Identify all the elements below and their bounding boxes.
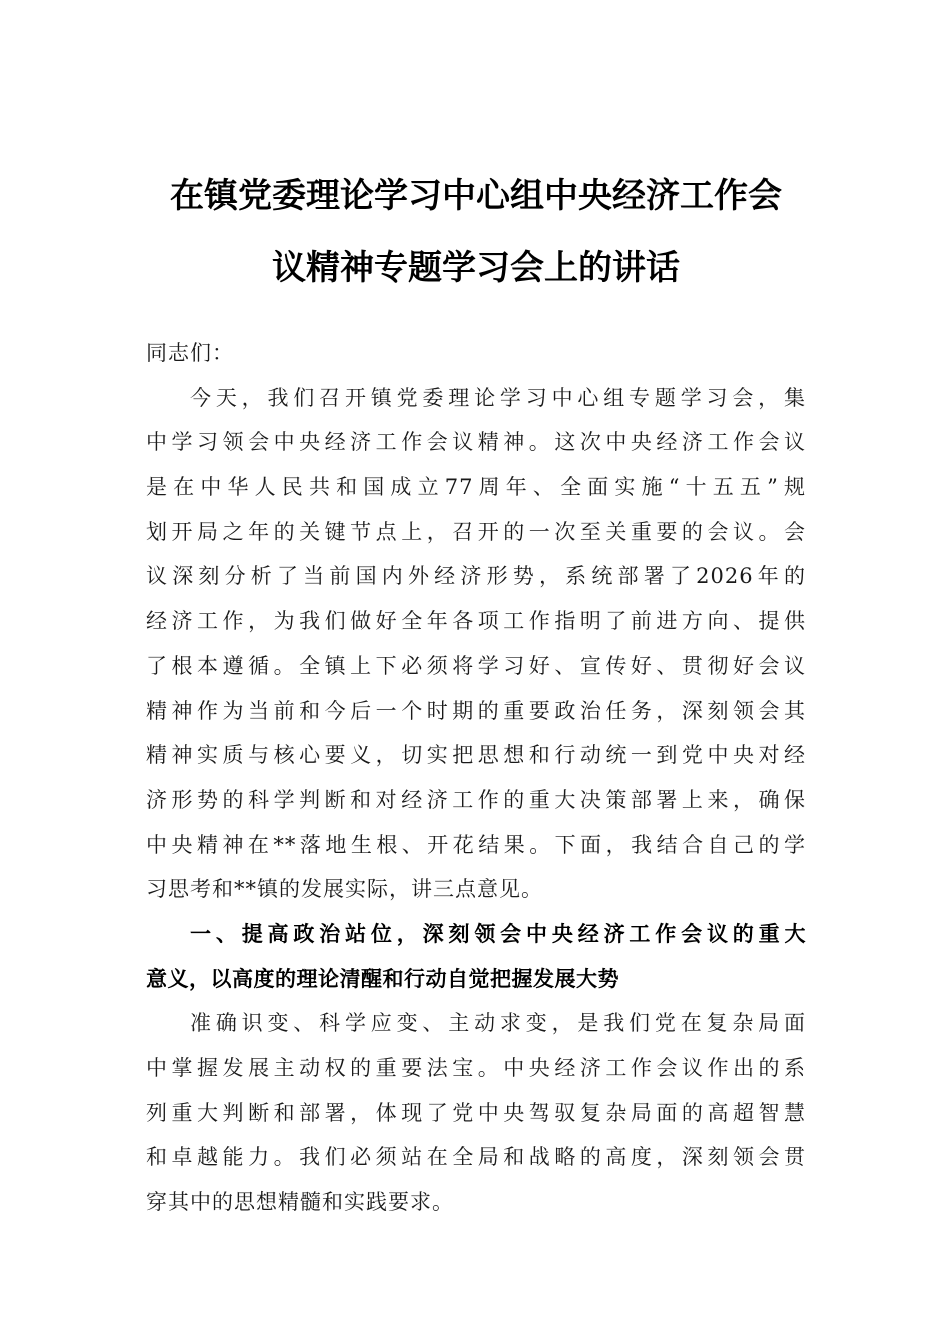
paragraph-section-1 <box>146 1001 806 1224</box>
paragraph-line: 和卓越能力。我们必须站在全局和战略的高度，深刻领会贯 <box>146 1145 806 1170</box>
paragraph-line: 穿其中的思想精髓和实践要求。 <box>146 1190 454 1215</box>
salutation <box>146 331 806 376</box>
paragraph-line: 划开局之年的关键节点上，召开的一次至关重要的会议。会 <box>146 519 806 544</box>
salutation-text: 同志们： <box>146 341 234 365</box>
paragraph-line: 中掌握发展主动权的重要法宝。中央经济工作会议作出的系 <box>146 1056 806 1080</box>
paragraph-line: 了根本遵循。全镇上下必须将学习好、宣传好、贯彻好会议 <box>146 653 806 678</box>
paragraph-line: 议深刻分析了当前国内外经济形势，系统部署了2026年的 <box>146 564 806 589</box>
paragraph-line: 今天，我们召开镇党委理论学习中心组专题学习会，集 <box>190 385 806 410</box>
heading-line: 意义，以高度的理论清醒和行动自觉把握发展大势 <box>146 966 619 991</box>
paragraph-line: 中学习领会中央经济工作会议精神。这次中央经济工作会议 <box>146 430 806 455</box>
paragraph-line: 精神实质与核心要义，切实把思想和行动统一到党中央对经 <box>146 743 806 768</box>
heading-line: 一、提高政治站位，深刻领会中央经济工作会议的重大 <box>190 921 806 946</box>
paragraph-line: 济形势的科学判断和对经济工作的重大决策部署上来，确保 <box>146 787 806 812</box>
paragraph-line: 经济工作，为我们做好全年各项工作指明了前进方向、提供 <box>146 609 806 634</box>
document-body <box>146 331 806 1225</box>
section-heading-1 <box>146 912 806 1001</box>
paragraph-line: 精神作为当前和今后一个时期的重要政治任务，深刻领会其 <box>146 698 806 723</box>
title-line-1: 在镇党委理论学习中心组中央经济工作会 <box>170 176 782 216</box>
paragraph-intro <box>146 376 806 912</box>
paragraph-line: 准确识变、科学应变、主动求变，是我们党在复杂局面 <box>190 1011 806 1036</box>
document-title <box>146 160 806 304</box>
paragraph-line: 中央精神在**落地生根、开花结果。下面，我结合自己的学 <box>146 832 806 857</box>
paragraph-line: 列重大判断和部署，体现了党中央驾驭复杂局面的高超智慧 <box>146 1100 806 1125</box>
paragraph-line: 是在中华人民共和国成立77周年、全面实施“十五五”规 <box>146 475 806 500</box>
paragraph-line: 习思考和**镇的发展实际，讲三点意见。 <box>146 877 543 902</box>
title-line-2: 议精神专题学习会上的讲话 <box>272 248 680 288</box>
